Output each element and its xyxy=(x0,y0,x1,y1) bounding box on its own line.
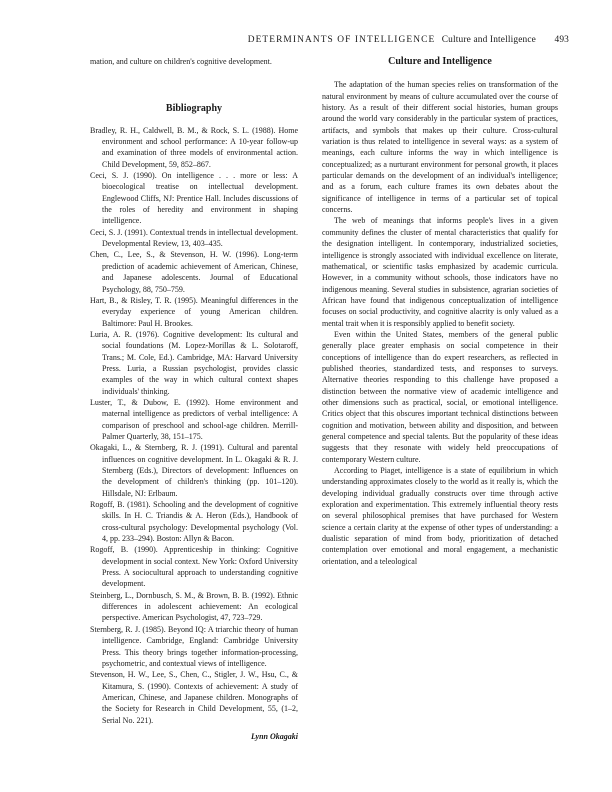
reference-item: Sternberg, R. J. (1985). Beyond IQ: A triarchic theory of human intelligence. Cambridge, England: Cambridge University Press. This theory brings together information-processing, psychometric, and contextual views of intelligence. xyxy=(90,624,298,668)
bibliography-heading: Bibliography xyxy=(165,103,223,115)
running-head xyxy=(248,35,569,45)
reference-item: Steinberg, L., Dornbusch, S. M., & Brown, B. B. (1992). Ethnic differences in adolescent achievement: An ecological perspective. American Psychologist, 47, 723–729. xyxy=(90,590,298,623)
reference-item: Chen, C., Lee, S., & Stevenson, H. W. (1996). Long-term prediction of academic achievement of American, Chinese, and Japanese adolescents. Journal of Educational Psychology, 88, 750–759. xyxy=(90,250,298,294)
body-paragraph: Even within the United States, members of the general public generally place greater emphasis on social competence in their conceptions of intelligence than do expert researchers, as reflected in published theories, standardized tests, and responses to surveys. Alternative theories responding to this challenge have proposed a distinction between the normative view of academic intelligence and other dimensions such as practical, social, or emotional intelligence. Critics object that this obscures important technical distinctions between cognition and motivation, between ability and disposition, and between general competence and special talents. But the popularity of these ideas suggests that they resonate with widely held preoccupations of contemporary Western culture. xyxy=(322,329,558,464)
reference-item: Stevenson, H. W., Lee, S., Chen, C., Stigler, J. W., Hsu, C., & Kitamura, S. (1990). Contexts of achievement: A study of American, Chinese, and Japanese children. Monographs of the Society for Research in Child Development, 55, (1–2, Serial No. 221). xyxy=(90,670,298,725)
reference-item: Bradley, R. H., Caldwell, B. M., & Rock, S. L. (1988). Home environment and school performance: A 10-year follow-up and examination of three models of environmental action. Child Development, 59, 852–867. xyxy=(90,125,298,169)
running-head-section: Culture and Intelligence xyxy=(441,35,536,45)
reference-item: Hart, B., & Risley, T. R. (1995). Meaningful differences in the everyday experience of young American children. Baltimore: Paul H. Brookes. xyxy=(90,295,298,328)
running-head-chapter: DETERMINANTS OF INTELLIGENCE xyxy=(247,35,436,45)
continued-paragraph: mation, and culture on children's cognitive development. xyxy=(90,57,272,66)
reference-item: Luria, A. R. (1976). Cognitive development: Its cultural and social foundations (M. Lopez-Morillas & L. Solotaroff, Trans.; M. Cole, Ed.). Cambridge, MA: Harvard University Press. Luria, a Russian psychologist, provides classic examples of the way in which cultural context shapes individuals' thinking. xyxy=(90,329,298,396)
body-paragraph: The adaptation of the human species relies on transformation of the natural environment by means of culture accumulated over the course of history. As a result of their different social histories, human groups around the world vary considerably in the particular system of practices, artifacts, and symbols that makes up their culture. Cross-cultural variation is thus related to intelligence in several ways: as a system of meanings, each culture informs the way in which intelligence is conceptualized; as a nurturant environment for personal growth, it places particular demands on the development of an individual's intelligence; and as a forum, each culture frames its own debates about the significance of intelligence in terms of a particular set of topical concerns. xyxy=(322,80,558,215)
reference-item: Rogoff, B. (1981). Schooling and the development of cognitive skills. In H. C. Triandis & A. Heron (Eds.), Handbook of cross-cultural psychology: Developmental psychology (Vol. 4, pp. 233–294). Boston: Allyn & Bacon. xyxy=(90,500,298,544)
reference-item: Ceci, S. J. (1990). On intelligence . . . more or less: A bioecological treatise on intellectual development. Englewood Cliffs, NJ: Prentice Hall. Includes discussions of the roles of heredity and environment in shaping intelligence. xyxy=(90,171,298,226)
body-paragraph: According to Piaget, intelligence is a state of equilibrium in which understanding approximates closely to the world as it really is, which the developing individual gradually constructs over time through active exploration and experimentation. This extremely influential theory rests on several philosophical premises that have purchased for Western science a certain clarity at the expense of other types of understanding: a dualistic separation of mind from body, prioritization of detached contemplation over emotional and moral engagement, a mechanistic orientation, and a teleological xyxy=(322,466,558,566)
reference-item: Luster, T., & Dubow, E. (1992). Home environment and maternal intelligence as predictors of verbal intelligence: A comparison of preschool and school-age children. Merrill-Palmer Quarterly, 38, 151–175. xyxy=(90,397,298,441)
right-column xyxy=(322,56,558,567)
reference-item: Rogoff, B. (1990). Apprenticeship in thinking: Cognitive development in social context. New York: Oxford University Press. A sociocultural approach to understanding cognitive development. xyxy=(90,545,298,589)
left-column xyxy=(90,56,298,742)
page-number: 493 xyxy=(554,35,569,45)
author-signature: Lynn Okagaki xyxy=(250,731,298,741)
reference-item: Okagaki, L., & Sternberg, R. J. (1991). Cultural and parental influences on cognitive development. In L. Okagaki & R. J. Sternberg (Eds.), Directors of development: Influences on the development of children's thinking (pp. 101–120). Hillsdale, NJ: Erlbaum. xyxy=(90,443,298,498)
reference-item: Ceci, S. J. (1991). Contextual trends in intellectual development. Developmental Review, 13, 403–435. xyxy=(90,227,298,249)
bibliography-list xyxy=(90,125,298,726)
section-heading: Culture and Intelligence xyxy=(388,56,492,67)
body-paragraph: The web of meanings that informs people's lives in a given community defines the cluster of mental characteristics that qualify for the designation intelligent. In contemporary, industrialized societies, intelligence is strongly associated with individual excellence on literate, mathematical, or scientific tasks emphasized by academic curricula. However, in a community without schools, those indicators have no indigenous meaning. Several studies in subsistence, agrarian societies of African have found that indigenous conceptualization of intelligence focuses on social productivity, and cognitive alacrity is only valued as a mental trait when it is responsibly applied to benefit society. xyxy=(322,216,558,328)
